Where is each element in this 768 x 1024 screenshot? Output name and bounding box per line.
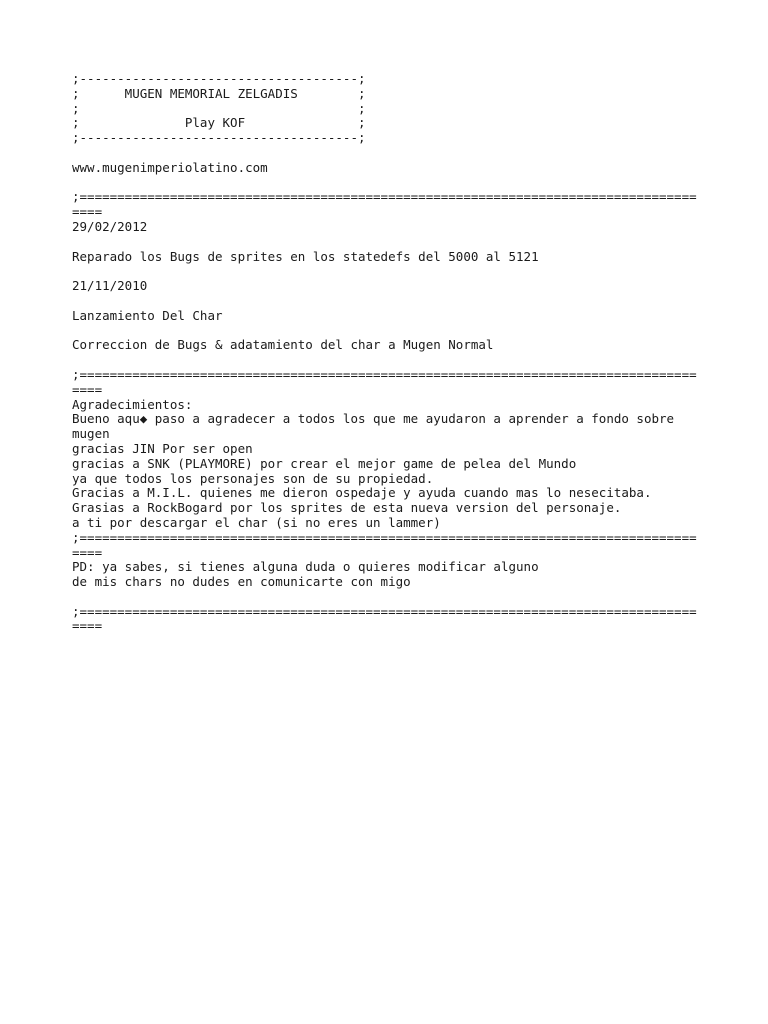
- blank-line: [72, 146, 712, 161]
- blank-line: [72, 590, 712, 605]
- date-line: 21/11/2010: [72, 278, 148, 294]
- divider-tail: ====: [72, 381, 103, 397]
- date-line: 29/02/2012: [72, 218, 148, 234]
- header-box-line: ;-------------------------------------;: [72, 130, 366, 146]
- pd-line: de mis chars no dudes en comunicarte con migo: [72, 574, 411, 590]
- blank-line: [72, 235, 712, 250]
- divider-tail: ====: [72, 204, 103, 220]
- thanks-line: Gracias a M.I.L. quienes me dieron ospedaje y ayuda cuando mas lo nesecitaba.: [72, 485, 652, 501]
- thanks-line: a ti por descargar el char (si no eres un lammer): [72, 514, 441, 530]
- pd-section: [72, 560, 712, 590]
- blank-line: [72, 353, 712, 368]
- blank-line: [72, 294, 712, 309]
- thanks-title: Agradecimientos:: [72, 396, 193, 412]
- header-box-line: ; MUGEN MEMORIAL ZELGADIS ;: [72, 85, 366, 101]
- header-box-line: ;-------------------------------------;: [72, 71, 366, 86]
- launch-line: Lanzamiento Del Char: [72, 307, 223, 323]
- blank-line: [72, 324, 712, 339]
- divider-line: ;==================================================================================: [72, 603, 697, 619]
- divider-tail: ====: [72, 618, 103, 634]
- thanks-line: ya que todos los personajes son de su propiedad.: [72, 470, 434, 486]
- correction-line: Correccion de Bugs & adatamiento del char a Mugen Normal: [72, 337, 494, 353]
- divider-tail: ====: [72, 544, 103, 560]
- thanks-line: gracias a SNK (PLAYMORE) por crear el mejor game de pelea del Mundo: [72, 455, 577, 471]
- divider-line: ;==================================================================================: [72, 366, 697, 382]
- fix-note-line: Reparado los Bugs de sprites en los statedefs del 5000 al 5121: [72, 248, 539, 264]
- thanks-line: mugen: [72, 426, 110, 442]
- divider-line: ;==================================================================================: [72, 189, 697, 205]
- blank-line: [72, 176, 712, 191]
- header-box: [72, 72, 712, 146]
- thanks-line: Bueno aqu◆ paso a agradecer a todos los que me ayudaron a aprender a fondo sobre: [72, 411, 675, 427]
- header-box-line: ; Play KOF ;: [72, 115, 366, 131]
- header-box-line: ; ;: [72, 100, 366, 116]
- blank-line: [72, 264, 712, 279]
- divider-line: ;==================================================================================: [72, 529, 697, 545]
- website-line: www.mugenimperiolatino.com: [72, 159, 268, 175]
- document-page: [72, 72, 712, 634]
- thanks-line: gracias JIN Por ser open: [72, 440, 253, 456]
- thanks-section: [72, 412, 712, 530]
- thanks-line: Grasias a RockBogard por los sprites de esta nueva version del personaje.: [72, 500, 622, 516]
- pd-line: PD: ya sabes, si tienes alguna duda o quieres modificar alguno: [72, 559, 539, 575]
